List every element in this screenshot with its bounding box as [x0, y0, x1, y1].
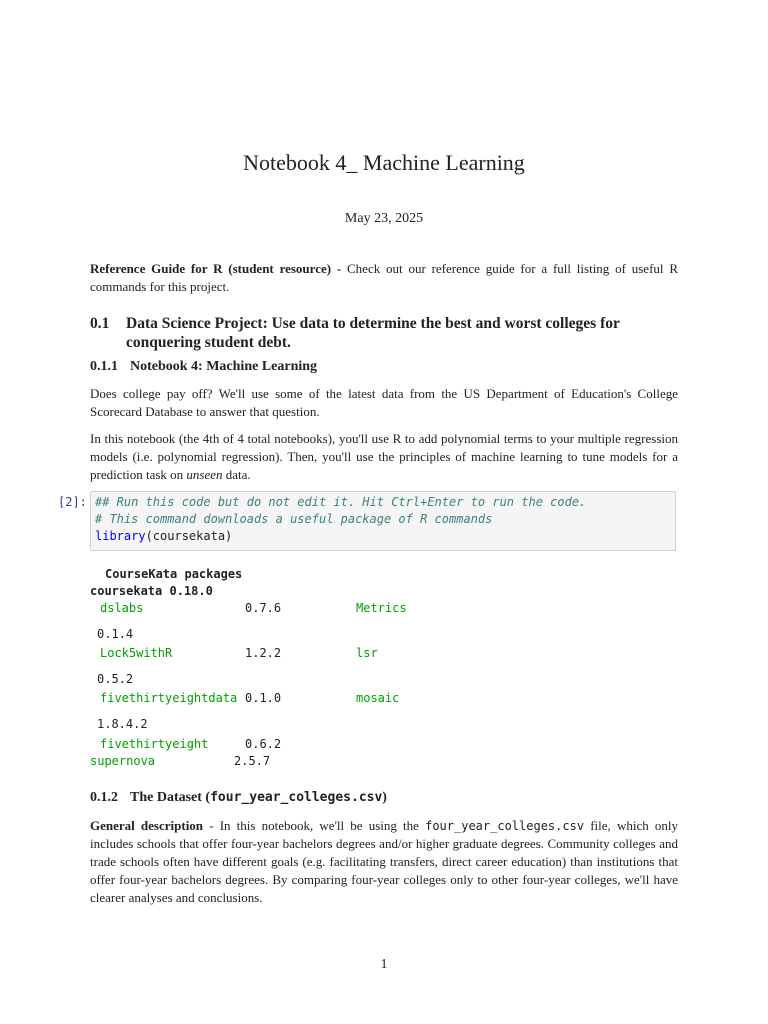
code-keyword: library [95, 529, 146, 543]
notebook-paragraph [90, 430, 678, 484]
subsection-heading-2 [90, 790, 387, 806]
document-date: May 23, 2025 [344, 211, 424, 226]
output-coursekata-version: coursekata 0.18.0 [90, 584, 213, 598]
general-description-text: - In this notebook, we'll be using the [203, 818, 426, 833]
package-version: 2.5.7 [234, 754, 271, 768]
subsection-title: The Dataset ( [130, 790, 211, 805]
subsection-title: Notebook 4: Machine Learning [130, 359, 318, 374]
notebook-paragraph-text: In this notebook (the 4th of 4 total notebooks), you'll use R to add polynomial terms to your multiple regression models (i.e. polynomial regression). Then, you'll use the principles of machine learning to tune models for a prediction task on [90, 431, 678, 482]
reference-guide-paragraph [90, 260, 678, 296]
general-description-paragraph [90, 817, 678, 907]
package-version: 1.8.4.2 [97, 717, 148, 731]
code-args: (coursekata) [145, 529, 233, 543]
reference-guide-link[interactable]: Reference Guide for R (student resource) - [90, 261, 342, 276]
package-version: 0.1.0 [245, 691, 282, 705]
package-name: fivethirtyeightdata [100, 691, 238, 705]
emphasis-unseen: unseen [186, 467, 223, 482]
package-name: Metrics [356, 601, 407, 615]
subsection-number: 0.1.2 [90, 790, 118, 805]
dataset-filename: four_year_colleges.csv [210, 790, 383, 805]
notebook-paragraph-end: data. [222, 467, 251, 482]
page-number: 1 [380, 957, 388, 972]
section-number: 0.1 [90, 315, 110, 332]
general-description-label: General description [90, 818, 204, 833]
section-heading [90, 314, 680, 354]
package-version: 0.6.2 [245, 737, 282, 751]
general-description-text: file, which only includes schools that offer four-year bachelors degrees and/or higher graduate degrees. Community colleges and trade schools often have different goals (e.g. facilitating transfers, direct career education) than institutions that offer four-year bachelors degrees. By comparing four-year colleges only to other four-year colleges, we'll have clearer analyses and conclusions. [90, 818, 678, 905]
subsection-title-close: ) [382, 790, 387, 805]
intro-paragraph: Does college pay off? We'll use some of the latest data from the US Department of Education's College Scorecard Database to answer that question. [90, 386, 678, 419]
code-comment-line: ## Run this code but do not edit it. Hit Ctrl+Enter to run the code. [95, 495, 587, 509]
cell-prompt: [2]: [58, 495, 87, 509]
package-name: lsr [356, 646, 378, 660]
dataset-filename: four_year_colleges.csv [425, 819, 585, 833]
package-version: 0.1.4 [97, 627, 134, 641]
package-version: 0.7.6 [245, 601, 282, 615]
package-name: Lock5withR [100, 646, 173, 660]
package-name: supernova [90, 754, 156, 768]
document-title: Notebook 4_ Machine Learning [243, 150, 525, 175]
code-line [95, 529, 232, 543]
subsection-number: 0.1.1 [90, 359, 118, 374]
package-version: 1.2.2 [245, 646, 282, 660]
section-title: Data Science Project: Use data to determine the best and worst colleges for conquering student debt. [126, 315, 620, 351]
package-name: mosaic [356, 691, 400, 705]
output-header: CourseKata packages [105, 567, 243, 581]
package-name: dslabs [100, 601, 144, 615]
reference-guide-text: Check out our reference guide for a full listing of useful R commands for this project. [90, 261, 678, 294]
package-version: 0.5.2 [97, 672, 134, 686]
package-name: fivethirtyeight [100, 737, 209, 751]
code-comment-line: # This command downloads a useful package of R commands [95, 512, 493, 526]
subsection-heading-1 [90, 359, 317, 375]
